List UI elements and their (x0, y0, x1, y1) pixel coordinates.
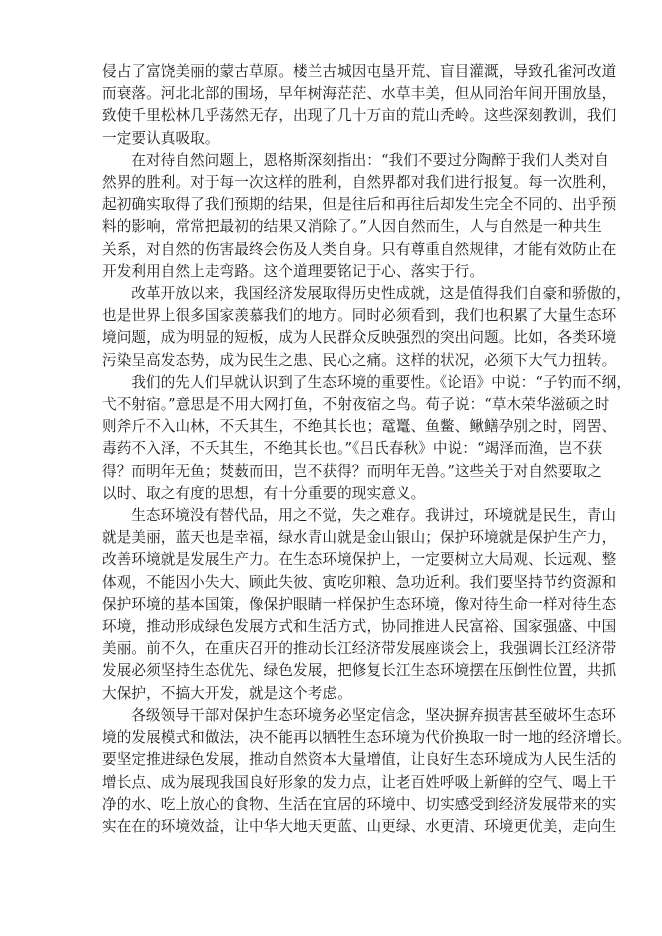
text-line: 各级领导干部对保护生态环境务必坚定信念，坚决摒弃损害甚至破坏生态环 (131, 706, 617, 724)
text-line: 弋不射宿。”意思是不用大网打鱼，不射夜宿之鸟。荀子说：“草木荣华滋硕之时 (102, 396, 610, 414)
text-line: 也是世界上很多国家羡慕我们的地方。同时必须看到，我们也积累了大量生态环 (102, 307, 617, 325)
text-line: 而衰落。河北北部的围场，早年树海茫茫、水草丰美，但从同治年间开围放垦， (102, 85, 617, 103)
text-line: 保护环境的基本国策，像保护眼睛一样保护生态环境，像对待生命一样对待生态 (102, 595, 617, 613)
text-line: 关系，对自然的伤害最终会伤及人类自身。只有尊重自然规律，才能有效防止在 (102, 240, 617, 258)
text-line: 起初确实取得了我们预期的结果，但是往后和再往后却发生完全不同的、出乎预 (102, 196, 617, 214)
text-line: 实在在的环境效益，让中华大地天更蓝、山更绿、水更清、环境更优美，走向生 (102, 817, 617, 835)
text-line: 发展必须坚持生态优先、绿色发展，把修复长江生态环境摆在压倒性位置，共抓 (102, 662, 617, 680)
text-line: 体观，不能因小失大、顾此失彼、寅吃卯粮、急功近利。我们要坚持节约资源和 (102, 573, 617, 591)
text-line: 改善环境就是发展生产力。在生态环境保护上，一定要树立大局观、长远观、整 (102, 551, 617, 569)
text-line: 境问题，成为明显的短板，成为人民群众反映强烈的突出问题。比如，各类环境 (102, 329, 617, 347)
text-line: 环境，推动形成绿色发展方式和生活方式，协同推进人民富裕、国家强盛、中国 (102, 618, 617, 636)
paragraph-4 (102, 372, 632, 505)
text-line: 大保护，不搞大开发，就是这个考虑。 (102, 684, 352, 702)
text-line: 侵占了富饶美丽的蒙古草原。楼兰古城因屯垦开荒、盲目灌溉，导致孔雀河改道 (102, 63, 617, 80)
text-line: 则斧斤不入山林，不夭其生，不绝其长也；鼋鼍、鱼鳖、鳅鳝孕别之时，罔罟、 (102, 418, 617, 436)
text-line: 污染呈高发态势，成为民生之患、民心之痛。这样的状况，必须下大气力扭转。 (102, 351, 617, 369)
paragraph-1 (102, 61, 617, 150)
text-line: 毒药不入泽，不夭其生，不绝其长也。”《吕氏春秋》中说：“竭泽而渔，岂不获 (102, 440, 603, 458)
paragraph-2 (102, 150, 617, 283)
text-line: 然界的胜利。对于每一次这样的胜利，自然界都对我们进行报复。每一次胜利， (102, 174, 617, 192)
text-line: 改革开放以来，我国经济发展取得历史性成就，这是值得我们自豪和骄傲的， (131, 285, 631, 303)
text-line: 得？而明年无鱼；焚薮而田，岂不获得？而明年无兽。”这些关于对自然要取之 (102, 462, 602, 480)
paragraph-6 (102, 705, 631, 838)
text-line: 要坚定推进绿色发展，推动自然资本大量增值，让良好生态环境成为人民生活的 (102, 751, 617, 769)
text-line: 料的影响，常常把最初的结果又消除了。”人因自然而生，人与自然是一种共生 (102, 218, 602, 236)
text-line: 生态环境没有替代品，用之不觉，失之难存。我讲过，环境就是民生，青山 (131, 507, 617, 525)
text-line: 增长点、成为展现我国良好形象的发力点，让老百姓呼吸上新鲜的空气、喝上干 (102, 773, 617, 791)
text-line: 境的发展模式和做法，决不能再以牺牲生态环境为代价换取一时一地的经济增长。 (102, 729, 631, 747)
text-line: 就是美丽，蓝天也是幸福，绿水青山就是金山银山；保护环境就是保护生产力， (102, 529, 617, 547)
paragraph-3 (102, 283, 631, 372)
text-line: 在对待自然问题上，恩格斯深刻指出：“我们不要过分陶醉于我们人类对自 (131, 151, 609, 169)
text-line: 美丽。前不久，在重庆召开的推动长江经济带发展座谈会上，我强调长江经济带 (102, 640, 617, 658)
text-line: 我们的先人们早就认识到了生态环境的重要性。《论语》中说：“子钓而不纲， (131, 373, 632, 391)
text-line: 以时、取之有度的思想，有十分重要的现实意义。 (102, 484, 426, 502)
text-line: 净的水、吃上放心的食物、生活在宜居的环境中、切实感受到经济发展带来的实 (102, 795, 617, 813)
text-line: 开发利用自然上走弯路。这个道理要铭记于心、落实于行。 (102, 262, 485, 280)
text-line: 致使千里松林几乎荡然无存，出现了几十万亩的荒山秃岭。这些深刻教训，我们 (102, 107, 617, 125)
paragraph-5 (102, 505, 617, 705)
text-line: 一定要认真吸取。 (102, 129, 220, 147)
document-page (102, 61, 632, 838)
